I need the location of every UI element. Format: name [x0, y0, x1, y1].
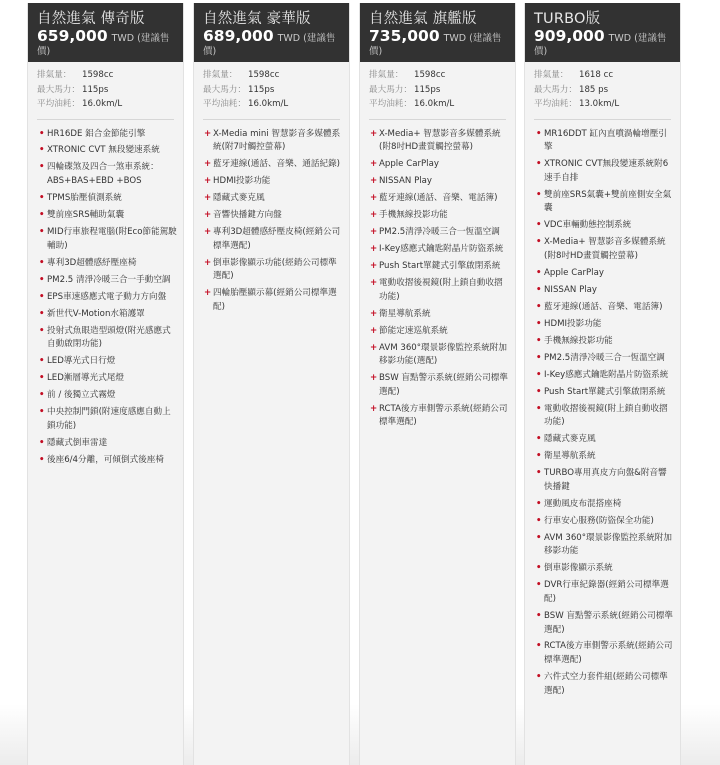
- feature-text: LED漸層導光式尾燈: [47, 373, 124, 384]
- feature-item: [360, 308, 509, 322]
- plus-icon: +: [204, 257, 212, 268]
- feature-text: XTRONIC CVT 無段變速系統: [47, 145, 160, 156]
- trim-card-legend: [27, 3, 184, 765]
- feature-text: 中央控制門鎖(附速度感應自動上鎖功能): [47, 407, 171, 431]
- spec-value: 115ps: [82, 84, 109, 95]
- feature-text: 節能定速巡航系統: [379, 325, 448, 336]
- spec-row: [534, 83, 671, 98]
- plus-icon: +: [370, 308, 378, 319]
- spec-row: [37, 68, 174, 83]
- card-header: [28, 3, 183, 62]
- feature-text: MR16DDT 缸內直噴渦輪增壓引擎: [544, 128, 667, 153]
- feature-text: TPMS胎壓偵測系統: [47, 193, 122, 204]
- plus-icon: +: [204, 159, 212, 170]
- price-line: [369, 29, 507, 46]
- feature-text: PM2.5 清淨冷暖三合一手動空調: [47, 274, 171, 285]
- bullet-icon: •: [39, 128, 45, 139]
- feature-item: [525, 579, 674, 606]
- spec-row: [534, 97, 671, 112]
- trim-name: 自然進氣 豪華版: [203, 11, 311, 27]
- feature-item: [28, 274, 177, 288]
- spec-value: 16.0km/L: [82, 99, 123, 109]
- plus-icon: +: [204, 193, 212, 204]
- plus-icon: +: [370, 244, 378, 254]
- bullet-icon: •: [536, 532, 542, 543]
- bullet-icon: •: [39, 210, 45, 221]
- feature-item: [28, 209, 177, 223]
- feature-item: [28, 226, 177, 253]
- feature-item: [28, 355, 177, 369]
- spec-value: 185 ps: [579, 84, 609, 95]
- bullet-icon: •: [536, 220, 542, 231]
- feature-text: HDMI投影功能: [544, 318, 602, 329]
- feature-list: [28, 128, 183, 468]
- bullet-icon: •: [536, 159, 542, 170]
- feature-text: Push Start單鍵式引擎啟閉系統: [544, 386, 666, 397]
- feature-item: [28, 389, 177, 403]
- plus-icon: +: [204, 176, 212, 187]
- feature-item: [525, 433, 674, 447]
- feature-text: X-Media mini 智慧影音多媒體系統(附7吋觸控螢幕): [213, 128, 341, 153]
- plus-icon: +: [370, 176, 378, 187]
- feature-text: 電動收摺後視鏡(附上鎖自動收摺功能): [544, 403, 668, 428]
- feature-item: [525, 335, 674, 349]
- feature-item: [28, 406, 177, 433]
- feature-item: [525, 450, 674, 464]
- price-note: TWD (建議售: [608, 33, 667, 44]
- feature-text: RCTA後方車側警示系統(經銷公司標準選配): [379, 403, 508, 428]
- spec-label: 平均油耗：: [534, 99, 577, 109]
- bullet-icon: •: [39, 454, 45, 465]
- bullet-icon: •: [536, 403, 542, 414]
- feature-item: [525, 267, 674, 281]
- feature-item: [360, 128, 509, 155]
- bullet-icon: •: [536, 468, 542, 479]
- price-value: 659,000: [37, 27, 108, 45]
- bullet-icon: •: [536, 451, 542, 462]
- feature-item: [525, 301, 674, 315]
- spec-value: 115ps: [248, 84, 275, 95]
- bullet-icon: •: [536, 369, 542, 380]
- spec-label: 最大馬力：: [534, 84, 577, 95]
- feature-item: [525, 498, 674, 512]
- feature-item: [360, 175, 509, 189]
- bullet-icon: •: [536, 515, 542, 526]
- feature-text: PM2.5清淨冷暖三合一恆溫空調: [379, 227, 500, 238]
- feature-text: 六件式空力套件組(經銷公司標準選配): [544, 672, 668, 696]
- spec-value: 16.0km/L: [248, 99, 289, 109]
- feature-text: EPS車速感應式電子動力方向盤: [47, 291, 167, 302]
- plus-icon: +: [204, 128, 212, 139]
- feature-item: [525, 352, 674, 366]
- feature-text: 運動風皮布混搭座椅: [544, 498, 622, 509]
- feature-text: I-Key感應式鑰匙附晶片防盜系統: [544, 369, 669, 380]
- feature-text: X-Media+ 智慧影音多媒體系統(附8吋HD畫質觸控螢幕): [544, 237, 666, 261]
- trim-name: 自然進氣 旗艦版: [369, 11, 477, 27]
- feature-text: Apple CarPlay: [379, 159, 439, 170]
- price-note: TWD (建議售: [443, 33, 502, 44]
- trim-name: TURBO版: [534, 11, 601, 27]
- feature-item: [28, 291, 177, 305]
- feature-item: [525, 403, 674, 430]
- bullet-icon: •: [39, 145, 45, 156]
- plus-icon: +: [204, 288, 212, 299]
- feature-text: TURBO專用真皮方向盤&附音響快播鍵: [544, 468, 667, 492]
- feature-list: [525, 128, 680, 699]
- plus-icon: +: [370, 277, 378, 288]
- feature-text: LED導光式日行燈: [47, 356, 116, 367]
- spec-row: [37, 83, 174, 98]
- bullet-icon: •: [536, 128, 542, 139]
- feature-item: [28, 325, 177, 352]
- bullet-icon: •: [536, 580, 542, 591]
- price-line: [534, 29, 672, 46]
- feature-item: [28, 192, 177, 206]
- feature-text: MID行車旅程電腦(附Eco節能駕駛輔助): [47, 227, 177, 251]
- feature-text: NISSAN Play: [379, 176, 432, 187]
- trim-card-luxury: [193, 3, 350, 765]
- spec-label: 排氣量：: [37, 70, 72, 80]
- feature-item: [360, 372, 509, 399]
- bullet-icon: •: [39, 356, 45, 367]
- feature-text: 藍牙連線(通話、音樂、通話紀錄): [213, 159, 341, 170]
- plus-icon: +: [370, 403, 378, 414]
- feature-item: [194, 287, 343, 314]
- feature-item: [525, 532, 674, 559]
- feature-item: [28, 308, 177, 322]
- spec-row: [203, 97, 340, 112]
- feature-text: 音響快播鍵方向盤: [213, 210, 282, 221]
- feature-text: BSW 盲點警示系統(經銷公司標準選配): [379, 373, 508, 397]
- trim-name: 自然進氣 傳奇版: [37, 11, 145, 27]
- feature-item: [525, 515, 674, 529]
- spec-list: [37, 68, 174, 120]
- price-note: TWD (建議售: [111, 33, 170, 44]
- spec-value: 115ps: [414, 84, 441, 95]
- feature-text: 新世代V-Motion水箱護罩: [47, 308, 145, 319]
- feature-text: HR16DE 鋁合金節能引擎: [47, 128, 146, 139]
- spec-row: [203, 68, 340, 83]
- feature-text: 隱藏式倒車雷達: [47, 437, 108, 448]
- feature-text: 後座6/4分離，可傾倒式後座椅: [47, 454, 164, 465]
- feature-item: [194, 128, 343, 155]
- bullet-icon: •: [39, 373, 45, 384]
- price-line: [203, 29, 341, 46]
- feature-item: [28, 257, 177, 271]
- feature-item: [525, 610, 674, 637]
- bullet-icon: •: [39, 162, 45, 173]
- feature-text: I-Key感應式鑰匙附晶片防盜系統: [379, 244, 504, 254]
- spec-value: 1598cc: [248, 70, 280, 80]
- feature-item: [194, 192, 343, 206]
- plus-icon: +: [370, 159, 378, 170]
- bullet-icon: •: [536, 301, 542, 312]
- spec-list: [534, 68, 671, 120]
- spec-row: [369, 68, 506, 83]
- feature-text: 前 / 後獨立式霧燈: [47, 390, 116, 401]
- feature-text: AVM 360°環景影像監控系統附加移影功能(選配): [379, 342, 507, 367]
- feature-item: [525, 219, 674, 233]
- feature-item: [360, 226, 509, 240]
- feature-item: [28, 144, 177, 158]
- feature-text: XTRONIC CVT無段變速系統附6速手自排: [544, 159, 669, 183]
- trim-card-flagship: [359, 3, 516, 765]
- feature-item: [525, 386, 674, 400]
- plus-icon: +: [370, 373, 378, 384]
- spec-list: [203, 68, 340, 120]
- feature-text: Apple CarPlay: [544, 267, 604, 278]
- feature-text: 隱藏式麥克風: [213, 193, 265, 204]
- feature-text: HDMI投影功能: [213, 176, 271, 187]
- feature-item: [360, 192, 509, 206]
- plus-icon: +: [370, 342, 378, 353]
- feature-text: BSW 盲點警示系統(經銷公司標準選配): [544, 610, 673, 635]
- feature-item: [194, 226, 343, 253]
- feature-text: 雙前座SRS輔助氣囊: [47, 210, 125, 221]
- spec-label: 最大馬力：: [37, 84, 80, 95]
- price-value: 909,000: [534, 27, 605, 45]
- feature-text: DVR行車紀錄器(經銷公司標準選配): [544, 580, 669, 604]
- spec-value: 16.0km/L: [414, 99, 455, 109]
- feature-item: [360, 403, 509, 430]
- plus-icon: +: [370, 325, 378, 336]
- bullet-icon: •: [39, 407, 45, 418]
- spec-list: [369, 68, 506, 120]
- spec-row: [203, 83, 340, 98]
- bullet-icon: •: [536, 237, 542, 248]
- feature-text: 專利3D超體感紓壓皮椅(經銷公司標準選配): [213, 227, 341, 251]
- feature-text: 倒車影像顯示系統: [544, 563, 613, 574]
- bullet-icon: •: [39, 257, 45, 268]
- spec-label: 排氣量：: [203, 70, 238, 80]
- spec-value: 13.0km/L: [579, 99, 620, 109]
- bullet-icon: •: [39, 325, 45, 336]
- feature-text: 手機無線投影功能: [379, 210, 448, 221]
- feature-text: 四輪碟煞及四合一煞車系統：ABS+BAS+EBD +BOS: [47, 162, 159, 187]
- bullet-icon: •: [536, 498, 542, 509]
- plus-icon: +: [370, 193, 378, 204]
- price-line: [37, 29, 175, 46]
- feature-item: [194, 209, 343, 223]
- feature-text: AVM 360°環景影像監控系統附加移影功能: [544, 532, 672, 557]
- feature-text: VDC車輛動態控制系統: [544, 220, 632, 231]
- feature-text: 倒車影像顯示功能(經銷公司標準選配): [213, 257, 337, 282]
- spec-label: 最大馬力：: [369, 84, 412, 95]
- bullet-icon: •: [536, 641, 542, 652]
- spec-value: 1598cc: [414, 70, 446, 80]
- spec-row: [534, 68, 671, 83]
- card-header: [194, 3, 349, 62]
- feature-text: 投射式魚眼造型頭燈(附光感應式自動啟閉功能): [47, 325, 171, 350]
- spec-label: 平均油耗：: [37, 99, 80, 109]
- price-value: 735,000: [369, 27, 440, 45]
- feature-item: [28, 128, 177, 142]
- bullet-icon: •: [536, 318, 542, 329]
- plus-icon: +: [204, 210, 212, 221]
- feature-text: NISSAN Play: [544, 284, 597, 295]
- feature-item: [360, 342, 509, 369]
- feature-item: [194, 158, 343, 172]
- bullet-icon: •: [536, 352, 542, 363]
- spec-label: 平均油耗：: [203, 99, 246, 109]
- plus-icon: +: [370, 210, 378, 221]
- plus-icon: +: [370, 260, 378, 271]
- feature-text: 藍牙連線(通話、音樂、電話簿): [379, 193, 498, 204]
- feature-text: 隱藏式麥克風: [544, 434, 596, 445]
- spec-value: 1598cc: [82, 70, 114, 80]
- bullet-icon: •: [39, 193, 45, 204]
- spec-label: 排氣量：: [534, 70, 569, 80]
- feature-item: [525, 158, 674, 185]
- feature-text: X-Media+ 智慧影音多媒體系統(附8吋HD畫質觸控螢幕): [379, 128, 501, 153]
- bullet-icon: •: [536, 610, 542, 621]
- bullet-icon: •: [536, 267, 542, 278]
- feature-list: [360, 128, 515, 430]
- feature-text: 衛星導航系統: [379, 308, 431, 319]
- bullet-icon: •: [536, 563, 542, 574]
- feature-item: [28, 372, 177, 386]
- feature-item: [525, 189, 674, 216]
- bullet-icon: •: [536, 672, 542, 683]
- feature-text: 衛星導航系統: [544, 451, 596, 462]
- feature-text: 行車安心服務(防盜保全功能): [544, 515, 654, 526]
- feature-text: 藍牙連線(通話、音樂、電話簿): [544, 301, 663, 312]
- plus-icon: +: [204, 227, 212, 238]
- feature-item: [360, 277, 509, 304]
- bullet-icon: •: [39, 274, 45, 285]
- bullet-icon: •: [536, 284, 542, 295]
- bullet-icon: •: [536, 434, 542, 445]
- spec-label: 排氣量：: [369, 70, 404, 80]
- feature-item: [525, 284, 674, 298]
- bullet-icon: •: [39, 390, 45, 401]
- feature-item: [360, 209, 509, 223]
- feature-text: RCTA後方車側警示系統(經銷公司標準選配): [544, 641, 673, 666]
- bullet-icon: •: [536, 386, 542, 397]
- feature-text: Push Start單鍵式引擎啟閉系統: [379, 260, 501, 271]
- feature-item: [194, 257, 343, 284]
- feature-text: 四輪胎壓顯示幕(經銷公司標準選配): [213, 288, 337, 312]
- feature-item: [360, 260, 509, 274]
- trim-card-turbo: [524, 3, 681, 765]
- feature-item: [525, 562, 674, 576]
- price-note-continued: 價): [534, 46, 548, 57]
- card-header: [525, 3, 680, 62]
- price-note: TWD (建議售: [277, 33, 336, 44]
- spec-value: 1618 cc: [579, 70, 614, 80]
- spec-label: 最大馬力：: [203, 84, 246, 95]
- feature-item: [525, 128, 674, 155]
- feature-item: [525, 236, 674, 263]
- feature-item: [525, 369, 674, 383]
- feature-item: [525, 671, 674, 698]
- feature-item: [525, 467, 674, 494]
- card-header: [360, 3, 515, 62]
- plus-icon: +: [370, 128, 378, 139]
- spec-row: [369, 83, 506, 98]
- price-note-continued: 價): [37, 46, 51, 57]
- feature-text: PM2.5清淨冷暖三合一恆溫空調: [544, 352, 665, 363]
- feature-item: [28, 454, 177, 468]
- feature-text: 專利3D超體感紓壓座椅: [47, 257, 137, 268]
- feature-list: [194, 128, 349, 315]
- feature-item: [360, 325, 509, 339]
- bullet-icon: •: [536, 335, 542, 346]
- price-note-continued: 價): [203, 46, 217, 57]
- bullet-icon: •: [536, 189, 542, 200]
- feature-item: [194, 175, 343, 189]
- feature-item: [360, 158, 509, 172]
- price-note-continued: 價): [369, 46, 383, 57]
- feature-text: 電動收摺後視鏡(附上鎖自動收摺功能): [379, 277, 503, 302]
- spec-row: [37, 97, 174, 112]
- feature-item: [360, 243, 509, 257]
- bullet-icon: •: [39, 308, 45, 319]
- price-value: 689,000: [203, 27, 274, 45]
- feature-text: 手機無線投影功能: [544, 335, 613, 346]
- bullet-icon: •: [39, 291, 45, 302]
- feature-text: 雙前座SRS氣囊+雙前座側安全氣囊: [544, 189, 672, 214]
- plus-icon: +: [370, 227, 378, 238]
- bullet-icon: •: [39, 437, 45, 448]
- spec-row: [369, 97, 506, 112]
- feature-item: [28, 161, 177, 188]
- feature-item: [28, 437, 177, 451]
- spec-label: 平均油耗：: [369, 99, 412, 109]
- feature-item: [525, 640, 674, 667]
- bullet-icon: •: [39, 227, 45, 238]
- feature-item: [525, 318, 674, 332]
